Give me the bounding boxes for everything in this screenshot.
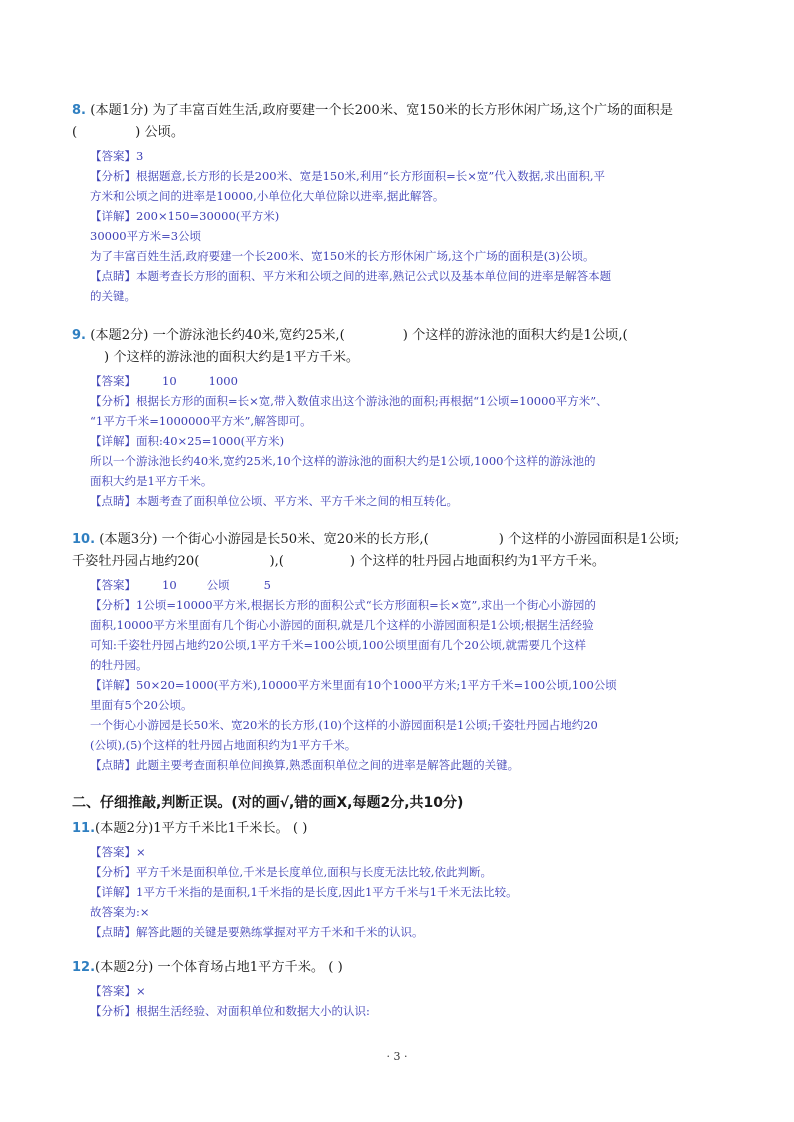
key-point-text: 的关键。 — [90, 289, 136, 303]
analysis-text: 【分析】平方千米是面积单位,千米是长度单位,面积与长度无法比较,依此判断。 — [90, 865, 492, 879]
question-number: 8. — [72, 103, 86, 118]
question-text: ) 个这样的小游园面积是1公顷; — [498, 532, 680, 547]
question-10 — [72, 529, 722, 573]
analysis-text: 面积,10000平方米里面有几个街心小游园的面积,就是几个这样的小游园面积是1公顷;根据生活经验 — [90, 618, 594, 632]
detail-text: 所以一个游泳池长约40米,宽约25米,10个这样的游泳池的面积大约是1公顷,1000个这样的游泳池的 — [90, 454, 596, 468]
question-text: 千姿牡丹园占地约20( — [72, 554, 200, 569]
detail-text: 【详解】50×20=1000(平方米),10000平方米里面有10个1000平方米;1平方千米=100公顷,100公顷 — [90, 678, 617, 692]
solution-12 — [90, 981, 726, 1021]
answer-value: 10 — [162, 578, 177, 592]
question-12 — [72, 957, 722, 979]
solution-9 — [90, 371, 726, 511]
question-8 — [72, 100, 722, 144]
question-number: 11. — [72, 821, 96, 836]
analysis-text: 【分析】根据题意,长方形的长是200米、宽是150米,利用“长方形面积=长×宽”代入数据,求出面积,平 — [90, 169, 606, 183]
analysis-text: “1平方千米=1000000平方米”,解答即可。 — [90, 414, 312, 428]
question-number: 10. — [72, 532, 96, 547]
question-text: (本题3分) 一个街心小游园是长50米、宽20米的长方形,( — [99, 532, 429, 547]
answer-value: 5 — [263, 578, 271, 592]
question-text: ),( — [269, 554, 284, 569]
question-number: 9. — [72, 328, 86, 343]
answer-value: 10 — [162, 374, 177, 388]
solution-10 — [90, 575, 726, 775]
answer-text: 【答案】× — [90, 984, 146, 998]
analysis-text: 方米和公顷之间的进率是10000,小单位化大单位除以进率,据此解答。 — [90, 189, 445, 203]
key-point-text: 【点睛】解答此题的关键是要熟练掌握对平方千米和千米的认识。 — [90, 925, 424, 939]
key-point-text: 【点睛】此题主要考查面积单位间换算,熟悉面积单位之间的进率是解答此题的关键。 — [90, 758, 520, 772]
question-9 — [72, 325, 722, 369]
answer-value: 1000 — [208, 374, 238, 388]
answer-label: 【答案】 — [90, 374, 136, 388]
page-number: · 3 · — [386, 1050, 408, 1063]
question-number: 12. — [72, 960, 96, 975]
question-text: (本题1分) 为了丰富百姓生活,政府要建一个长200米、宽150米的长方形休闲广场,这个广场的面积是 — [90, 103, 673, 118]
detail-text: 面积大约是1平方千米。 — [90, 474, 213, 488]
answer-label: 【答案】 — [90, 578, 136, 592]
detail-text: 里面有5个20公顷。 — [90, 698, 193, 712]
answer-value: 3 — [136, 149, 144, 163]
question-text: ) 个这样的牡丹园占地面积约为1平方千米。 — [349, 554, 606, 569]
question-text: (本题2分)1平方千米比1千米长。 ( ) — [95, 821, 308, 836]
analysis-text: 【分析】1公顷=10000平方米,根据长方形的面积公式“长方形面积=长×宽”,求出一个街心小游园的 — [90, 598, 596, 612]
question-text: (本题2分) 一个游泳池长约40米,宽约25米,( — [90, 328, 345, 343]
detail-text: (公顷),(5)个这样的牡丹园占地面积约为1平方千米。 — [90, 738, 357, 752]
detail-text: 【详解】面积:40×25=1000(平方米) — [90, 434, 285, 448]
key-point-text: 【点睛】本题考查长方形的面积、平方米和公顷之间的进率,熟记公式以及基本单位间的进率是解答本题 — [90, 269, 612, 283]
analysis-text: 【分析】根据生活经验、对面积单位和数据大小的认识: — [90, 1004, 370, 1018]
detail-text: 故答案为:× — [90, 905, 150, 919]
question-text: ) 个这样的游泳池的面积大约是1公顷,( — [402, 328, 628, 343]
blank-open: ( — [72, 125, 78, 140]
section-heading: 二、仔细推敲,判断正误。(对的画√,错的画X,每题2分,共10分) — [72, 795, 464, 811]
key-point-text: 【点睛】本题考查了面积单位公顷、平方米、平方千米之间的相互转化。 — [90, 494, 458, 508]
solution-11 — [90, 842, 726, 942]
answer-label: 【答案】 — [90, 149, 136, 163]
analysis-text: 可知:千姿牡丹园占地约20公顷,1平方千米=100公顷,100公顷里面有几个20公顷,就需要几个这样 — [90, 638, 586, 652]
detail-text: 一个街心小游园是长50米、宽20米的长方形,(10)个这样的小游园面积是1公顷;千姿牡丹园占地约20 — [90, 718, 598, 732]
analysis-text: 的牡丹园。 — [90, 658, 148, 672]
detail-text: 【详解】200×150=30000(平方米) — [90, 209, 280, 223]
answer-value: 公顷 — [206, 578, 230, 592]
question-text: (本题2分) 一个体育场占地1平方千米。 ( ) — [95, 960, 343, 975]
solution-8 — [90, 146, 726, 306]
question-text: ) 个这样的游泳池的面积大约是1平方千米。 — [104, 350, 360, 365]
answer-text: 【答案】× — [90, 845, 146, 859]
question-text: ) 公顷。 — [135, 125, 185, 140]
analysis-text: 【分析】根据长方形的面积=长×宽,带入数值求出这个游泳池的面积;再根据“1公顷=10000平方米”、 — [90, 394, 608, 408]
detail-text: 为了丰富百姓生活,政府要建一个长200米、宽150米的长方形休闲广场,这个广场的面积是(3)公顷。 — [90, 249, 595, 263]
detail-text: 30000平方米=3公顷 — [90, 229, 202, 243]
detail-text: 【详解】1平方千米指的是面积,1千米指的是长度,因此1平方千米与1千米无法比较。 — [90, 885, 518, 899]
question-11 — [72, 818, 722, 840]
